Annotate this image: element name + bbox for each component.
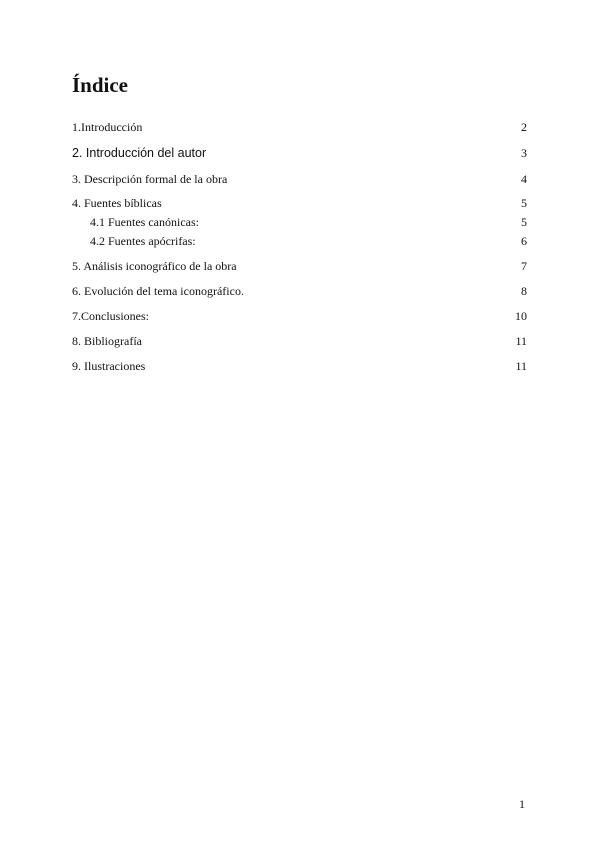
toc-entry-label: 4.1 Fuentes canónicas: [90,215,199,229]
toc-entry-label: 6. Evolución del tema iconográfico. [72,284,244,298]
toc-entry-page: 11 [515,334,527,348]
toc-entry-fuentes-biblicas[interactable] [72,195,527,212]
toc-entry-ilustraciones[interactable] [72,358,527,375]
toc-entry-label: 5. Análisis iconográfico de la obra [72,259,237,273]
page-number: 1 [519,797,525,811]
toc-entry-introduccion[interactable] [72,119,527,136]
toc-entry-label: 4.2 Fuentes apócrifas: [90,234,196,248]
toc-entry-page: 5 [521,215,527,229]
toc-entry-fuentes-apocrifas[interactable] [72,233,527,250]
toc-entry-descripcion-formal[interactable] [72,171,527,188]
toc-entry-label: 3. Descripción formal de la obra [72,172,228,186]
toc-entry-fuentes-canonicas[interactable] [72,214,527,231]
toc-entry-page: 8 [521,284,527,298]
toc-entry-label: 4. Fuentes bíblicas [72,196,162,210]
page-title: Índice [72,73,129,97]
toc-entry-label: 1.Introducción [72,120,143,134]
toc-entry-page: 4 [521,172,527,186]
toc-entry-label: 8. Bibliografía [72,334,142,348]
table-of-contents [72,114,527,375]
toc-entry-conclusiones[interactable] [72,308,527,325]
toc-entry-introduccion-autor[interactable] [72,145,527,162]
toc-entry-page: 2 [521,120,527,134]
toc-entry-bibliografia[interactable] [72,333,527,350]
toc-entry-page: 7 [521,259,527,273]
toc-entry-page: 3 [521,146,527,160]
toc-entry-label: 2. Introducción del autor [72,146,207,160]
toc-entry-evolucion-tema[interactable] [72,283,527,300]
toc-entry-page: 11 [515,359,527,373]
toc-entry-page: 5 [521,196,527,210]
toc-entry-label: 7.Conclusiones: [72,309,149,323]
toc-entry-page: 6 [521,234,527,248]
toc-entry-label: 9. Ilustraciones [72,359,146,373]
toc-entry-analisis-iconografico[interactable] [72,258,527,275]
toc-entry-page: 10 [515,309,527,323]
